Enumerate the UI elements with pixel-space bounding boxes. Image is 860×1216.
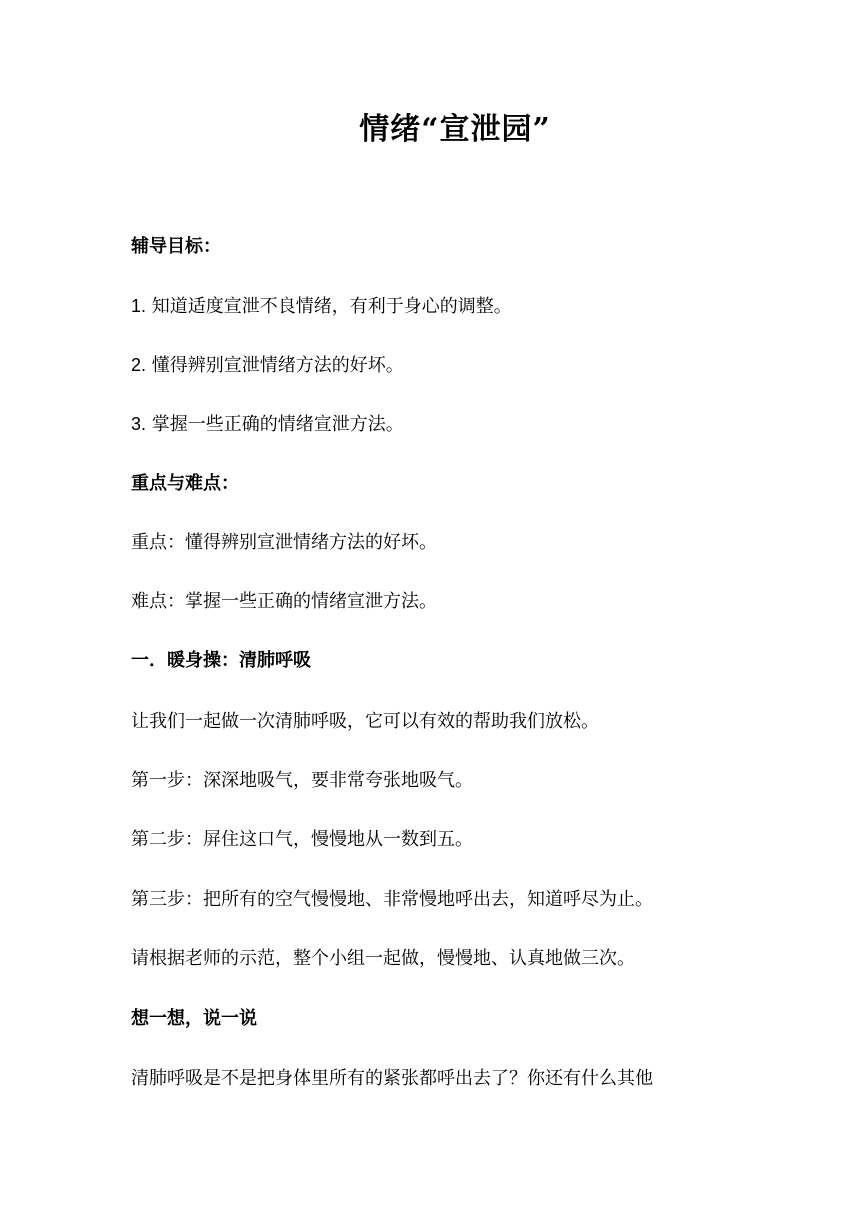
focus-heading: 重点与难点： <box>131 473 239 494</box>
step-2: 第二步：屏住这口气，慢慢地从一数到五。 <box>131 829 473 850</box>
goal-item-1 <box>131 293 512 320</box>
focus-text: 重点：懂得辨别宣泄情绪方法的好坏。 <box>131 532 437 553</box>
goal-item-3 <box>131 411 404 438</box>
goal-text: 掌握一些正确的情绪宣泄方法。 <box>146 414 404 435</box>
goal-number: 3. <box>131 414 147 434</box>
goal-text: 懂得辨别宣泄情绪方法的好坏。 <box>146 355 404 376</box>
instruction-text: 请根据老师的示范，整个小组一起做，慢慢地、认真地做三次。 <box>131 948 635 969</box>
difficulty-text: 难点：掌握一些正确的情绪宣泄方法。 <box>131 591 437 612</box>
warmup-heading: 一．暖身操：清肺呼吸 <box>131 650 311 671</box>
step-3: 第三步：把所有的空气慢慢地、非常慢地呼出去，知道呼尽为止。 <box>131 889 653 910</box>
goal-number: 1. <box>131 296 147 316</box>
goals-heading: 辅导目标： <box>131 236 221 257</box>
goal-item-2 <box>131 352 404 379</box>
warmup-intro: 让我们一起做一次清肺呼吸，它可以有效的帮助我们放松。 <box>131 711 599 732</box>
document-title: 情绪“宣泄园” <box>359 112 551 147</box>
think-heading: 想一想，说一说 <box>131 1008 257 1029</box>
think-text: 清肺呼吸是不是把身体里所有的紧张都呼出去了？你还有什么其他 <box>131 1068 653 1089</box>
step-1: 第一步：深深地吸气，要非常夸张地吸气。 <box>131 770 473 791</box>
goal-number: 2. <box>131 355 147 375</box>
goal-text: 知道适度宣泄不良情绪，有利于身心的调整。 <box>146 296 512 317</box>
